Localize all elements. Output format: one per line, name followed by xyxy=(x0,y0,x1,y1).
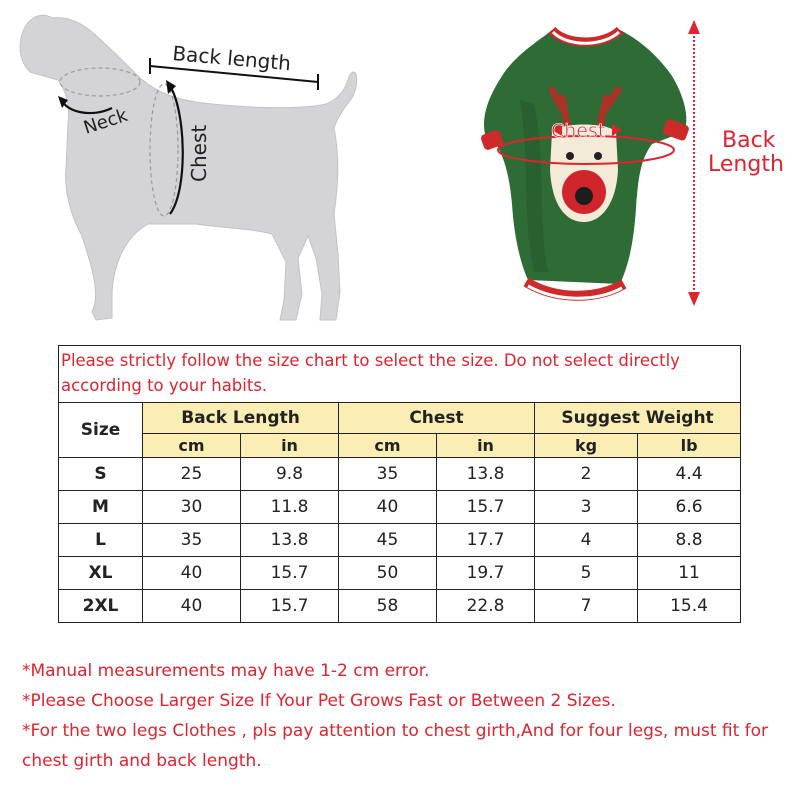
table-cell: 40 xyxy=(339,491,437,524)
photo-back-length-arrow-bottom xyxy=(688,292,700,306)
table-cell: 30 xyxy=(143,491,241,524)
unit-header: cm xyxy=(143,434,241,458)
table-cell: 25 xyxy=(143,458,241,491)
table-cell: 7 xyxy=(535,590,638,623)
table-cell: 8.8 xyxy=(638,524,741,557)
reindeer-eye-left xyxy=(566,152,574,160)
table-cell: 4.4 xyxy=(638,458,741,491)
table-cell: 2 xyxy=(535,458,638,491)
table-cell: 35 xyxy=(143,524,241,557)
table-cell: 35 xyxy=(339,458,437,491)
size-label: M xyxy=(59,491,143,524)
table-cell: 19.7 xyxy=(437,557,535,590)
photo-chest-label: Chest xyxy=(551,120,606,142)
size-label: 2XL xyxy=(59,590,143,623)
reindeer-eye-right xyxy=(594,152,602,160)
dog-measurement-diagram xyxy=(0,0,400,340)
photo-back-label-line2: Length xyxy=(708,152,784,177)
table-cell: 15.7 xyxy=(241,557,339,590)
table-cell: 4 xyxy=(535,524,638,557)
table-cell: 11 xyxy=(638,557,741,590)
table-cell: 58 xyxy=(339,590,437,623)
table-cell: 50 xyxy=(339,557,437,590)
table-cell: 13.8 xyxy=(437,458,535,491)
neck-label: Neck xyxy=(81,104,131,139)
chest-label: Chest xyxy=(187,124,211,182)
size-chart-table xyxy=(58,345,741,623)
photo-back-label-line1: Back xyxy=(722,128,776,153)
table-cell: 9.8 xyxy=(241,458,339,491)
note-larger-size: *Please Choose Larger Size If Your Pet Grows Fast or Between 2 Sizes. xyxy=(22,691,616,711)
table-cell: 22.8 xyxy=(437,590,535,623)
table-cell: 5 xyxy=(535,557,638,590)
weight-header: Suggest Weight xyxy=(535,403,741,434)
unit-header: lb xyxy=(638,434,741,458)
back-length-label: Back length xyxy=(171,41,292,76)
size-header: Size xyxy=(59,403,143,458)
table-row xyxy=(59,491,741,524)
chest-header: Chest xyxy=(339,403,535,434)
size-label: S xyxy=(59,458,143,491)
note-measurement-error: *Manual measurements may have 1-2 cm error. xyxy=(22,661,430,681)
size-label: L xyxy=(59,524,143,557)
table-cell: 13.8 xyxy=(241,524,339,557)
table-cell: 15.7 xyxy=(437,491,535,524)
table-row xyxy=(59,557,741,590)
table-cell: 3 xyxy=(535,491,638,524)
table-cell: 40 xyxy=(143,557,241,590)
sweater-product-photo xyxy=(460,10,800,320)
photo-back-length-arrow-top xyxy=(688,20,700,34)
table-cell: 6.6 xyxy=(638,491,741,524)
unit-header: kg xyxy=(535,434,638,458)
table-row xyxy=(59,458,741,491)
back-length-header: Back Length xyxy=(143,403,339,434)
table-cell: 40 xyxy=(143,590,241,623)
table-row xyxy=(59,524,741,557)
reindeer-nose-center xyxy=(575,187,593,205)
table-cell: 11.8 xyxy=(241,491,339,524)
size-label: XL xyxy=(59,557,143,590)
note-leg-fit: *For the two legs Clothes , pls pay attention to chest girth,And for four legs, must fit for chest girth and back length. xyxy=(22,721,769,771)
unit-header: in xyxy=(241,434,339,458)
unit-header: in xyxy=(437,434,535,458)
notes-section xyxy=(22,656,792,776)
unit-header: cm xyxy=(339,434,437,458)
table-cell: 17.7 xyxy=(437,524,535,557)
table-cell: 45 xyxy=(339,524,437,557)
table-cell: 15.4 xyxy=(638,590,741,623)
size-notice: Please strictly follow the size chart to select the size. Do not select directly according to your habits. xyxy=(59,346,741,403)
table-cell: 15.7 xyxy=(241,590,339,623)
table-row xyxy=(59,590,741,623)
